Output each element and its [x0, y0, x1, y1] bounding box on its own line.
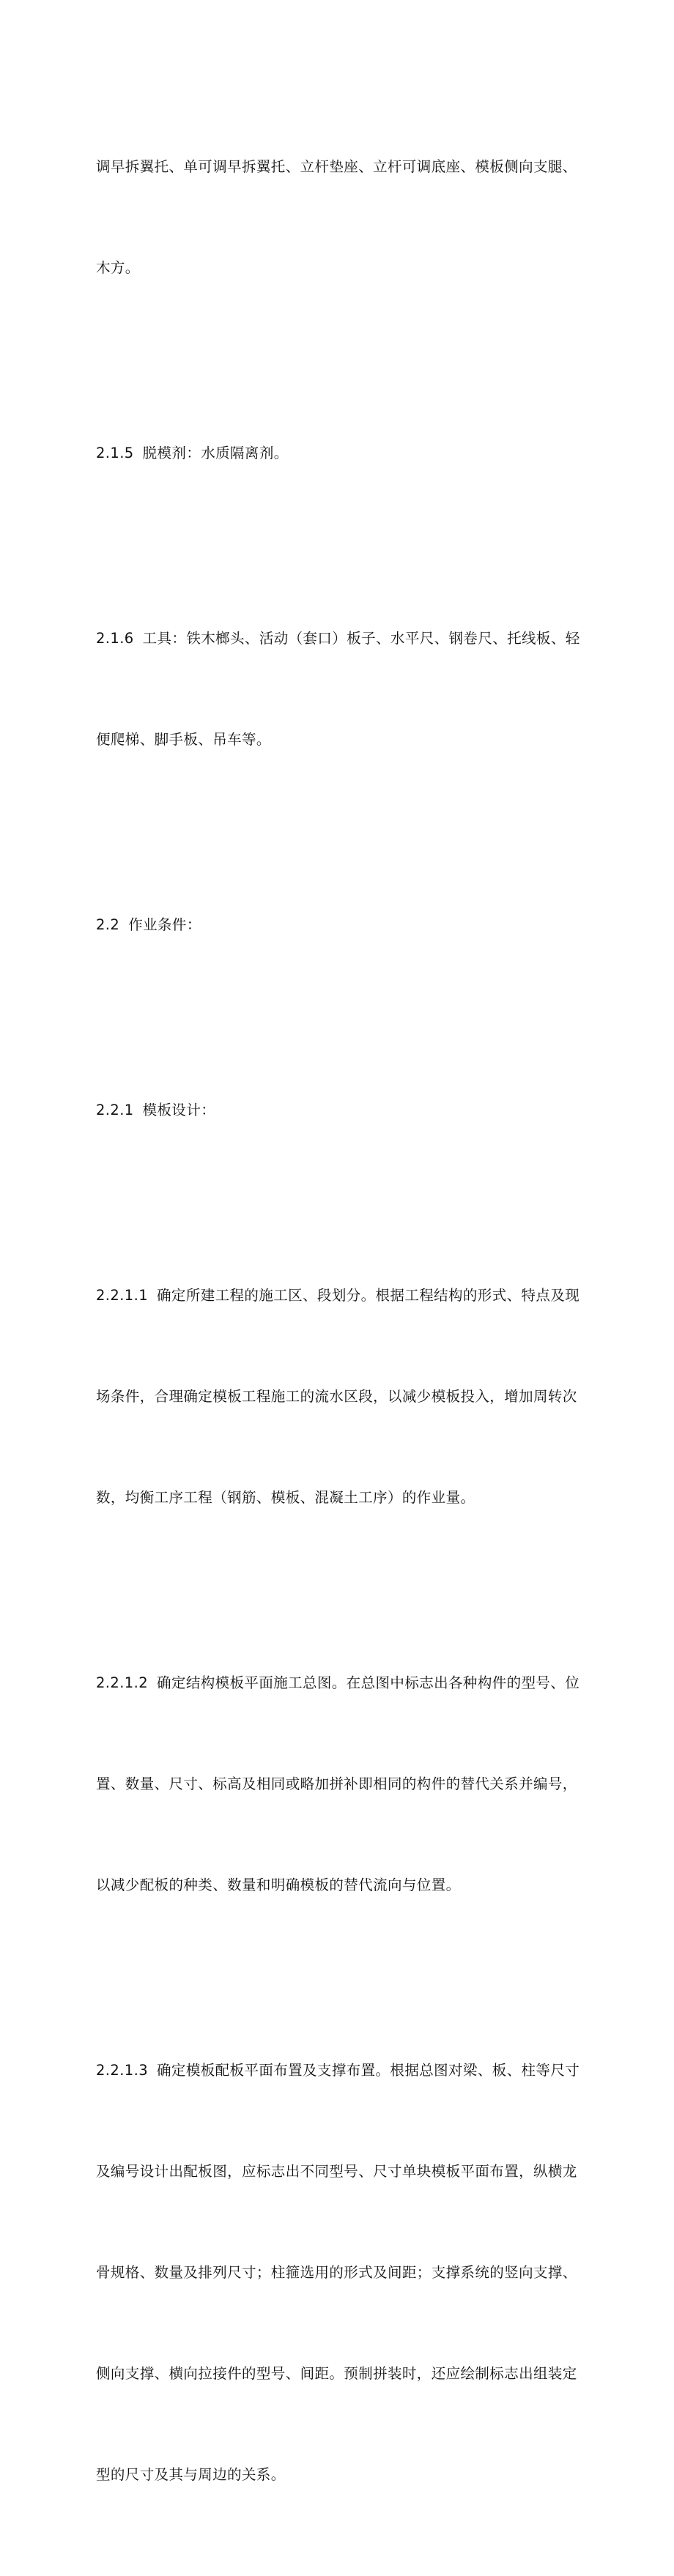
paragraph-2-2-1-2	[96, 1599, 587, 1970]
text-line: 作业条件：	[128, 916, 201, 933]
paragraph-continuation	[96, 83, 587, 352]
document-body	[96, 83, 587, 2576]
text-line: 侧向支撑、横向拉接件的型号、间距。预制拼装时，还应绘制标志出组装定	[96, 2365, 577, 2382]
text-line: 确定所建工程的施工区、段划分。根据工程结构的形式、特点及现	[157, 1287, 580, 1304]
text-line: 确定模板配板平面布置及支撑布置。根据总图对梁、板、柱等尺寸	[157, 2062, 580, 2079]
paragraph-2-2	[96, 841, 587, 1009]
text-line: 工具：铁木榔头、活动（套口）板子、水平尺、钢卷尺、托线板、轻	[142, 630, 580, 647]
section-number: 2.2.1.3	[96, 2062, 149, 2079]
section-number: 2.1.5	[96, 445, 134, 461]
text-line: 场条件，合理确定模板工程施工的流水区段，以减少模板投入，增加周转次	[96, 1388, 577, 1405]
text-line: 木方。	[96, 259, 140, 276]
text-line: 数，均衡工序工程（钢筋、模板、混凝土工序）的作业量。	[96, 1489, 475, 1506]
section-number: 2.1.6	[96, 630, 134, 647]
text-line: 及编号设计出配板图，应标志出不同型号、尺寸单块模板平面布置，纵横龙	[96, 2163, 577, 2180]
text-line: 以减少配板的种类、数量和明确模板的替代流向与位置。	[96, 1877, 461, 1893]
paragraph-2-2-1	[96, 1026, 587, 1195]
paragraph-2-1-5	[96, 369, 587, 538]
text-line: 置、数量、尺寸、标高及相同或略加拼补即相同的构件的替代关系并编号，	[96, 1775, 577, 1792]
text-line: 便爬梯、脚手板、吊车等。	[96, 731, 271, 748]
text-line: 调早拆翼托、单可调早拆翼托、立杆垫座、立杆可调底座、模板侧向支腿、	[96, 158, 577, 175]
text-line: 脱模剂：水质隔离剂。	[142, 445, 289, 461]
section-number: 2.2.1	[96, 1102, 134, 1118]
text-line: 骨规格、数量及排列尺寸；柱箍选用的形式及间距；支撑系统的竖向支撑、	[96, 2264, 577, 2281]
section-number: 2.2.1.1	[96, 1287, 149, 1304]
paragraph-2-2-1-1	[96, 1211, 587, 1582]
section-number: 2.2	[96, 916, 120, 933]
text-line: 型的尺寸及其与周边的关系。	[96, 2466, 286, 2483]
text-line: 模板设计：	[142, 1102, 216, 1118]
section-number: 2.2.1.2	[96, 1674, 149, 1691]
text-line: 确定结构模板平面施工总图。在总图中标志出各种构件的型号、位	[157, 1674, 580, 1691]
paragraph-2-2-1-3	[96, 1986, 587, 2559]
paragraph-2-1-6	[96, 554, 587, 824]
